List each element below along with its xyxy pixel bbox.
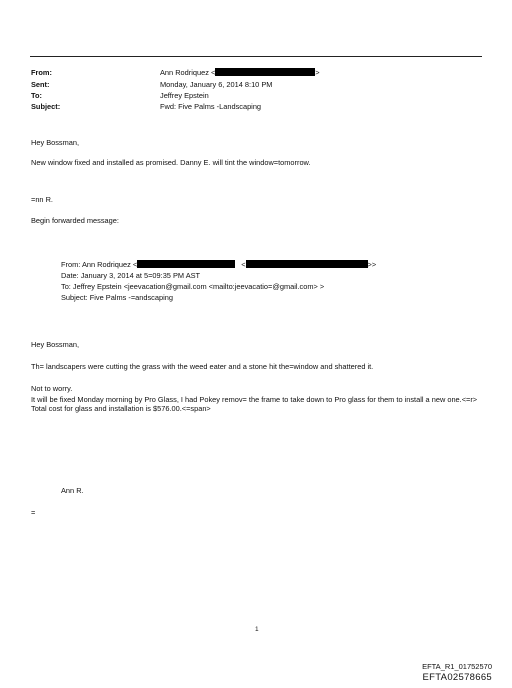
redaction-block — [137, 260, 235, 268]
header-top-rule — [30, 56, 482, 57]
forward-intro: Begin forwarded message: — [31, 216, 119, 225]
fwd-subject: Subject: Five Palms -=andscaping — [61, 293, 173, 302]
redaction-block — [246, 260, 368, 268]
body-line: New window fixed and installed as promised. Danny E. will tint the window=tomorrow. — [31, 158, 311, 167]
from-close: > — [315, 68, 320, 77]
subject-label: Subject: — [31, 102, 61, 111]
fwd-from-mid: < — [241, 260, 246, 269]
msg-line: Not to worry. — [31, 384, 73, 393]
greeting: Hey Bossman, — [31, 138, 80, 147]
redaction-block — [215, 68, 315, 76]
signoff: =nn R. — [31, 195, 53, 204]
page-number: 1 — [255, 626, 259, 633]
fwd-from-end: >> — [367, 260, 377, 269]
fwd-from-prefix: From: Ann Rodriquez < — [61, 260, 138, 269]
sent-label: Sent: — [31, 80, 50, 89]
to-label: To: — [31, 91, 42, 100]
fwd-from — [61, 260, 376, 269]
from-name: Ann Rodriquez < — [160, 68, 216, 77]
msg-greeting: Hey Bossman, — [31, 340, 80, 349]
from-label: From: — [31, 68, 52, 77]
trailing-equals: = — [31, 508, 36, 517]
footer-id-primary: EFTA_R1_01752570 — [422, 662, 492, 671]
from-value — [160, 68, 320, 77]
msg-line: Th= landscapers were cutting the grass with the weed eater and a stone hit the=window and shattered it. — [31, 362, 374, 371]
signature: Ann R. — [61, 486, 84, 495]
to-value: Jeffrey Epstein — [160, 91, 209, 100]
fwd-to: To: Jeffrey Epstein <jeevacation@gmail.com <mailto:jeevacatio=@gmail.com> > — [61, 282, 325, 291]
fwd-date: Date: January 3, 2014 at 5=09:35 PM AST — [61, 271, 201, 280]
footer-id-secondary: EFTA02578665 — [422, 672, 492, 683]
subject-value: Fwd: Five Palms -Landscaping — [160, 102, 262, 111]
sent-value: Monday, January 6, 2014 8:10 PM — [160, 80, 273, 89]
msg-paragraph: It will be fixed Monday morning by Pro Glass, I had Pokey remov= the frame to take down to Pro glass for them to install a new one.<=r> Total cost for glass and installation is $576.00.<=span> — [31, 395, 478, 413]
